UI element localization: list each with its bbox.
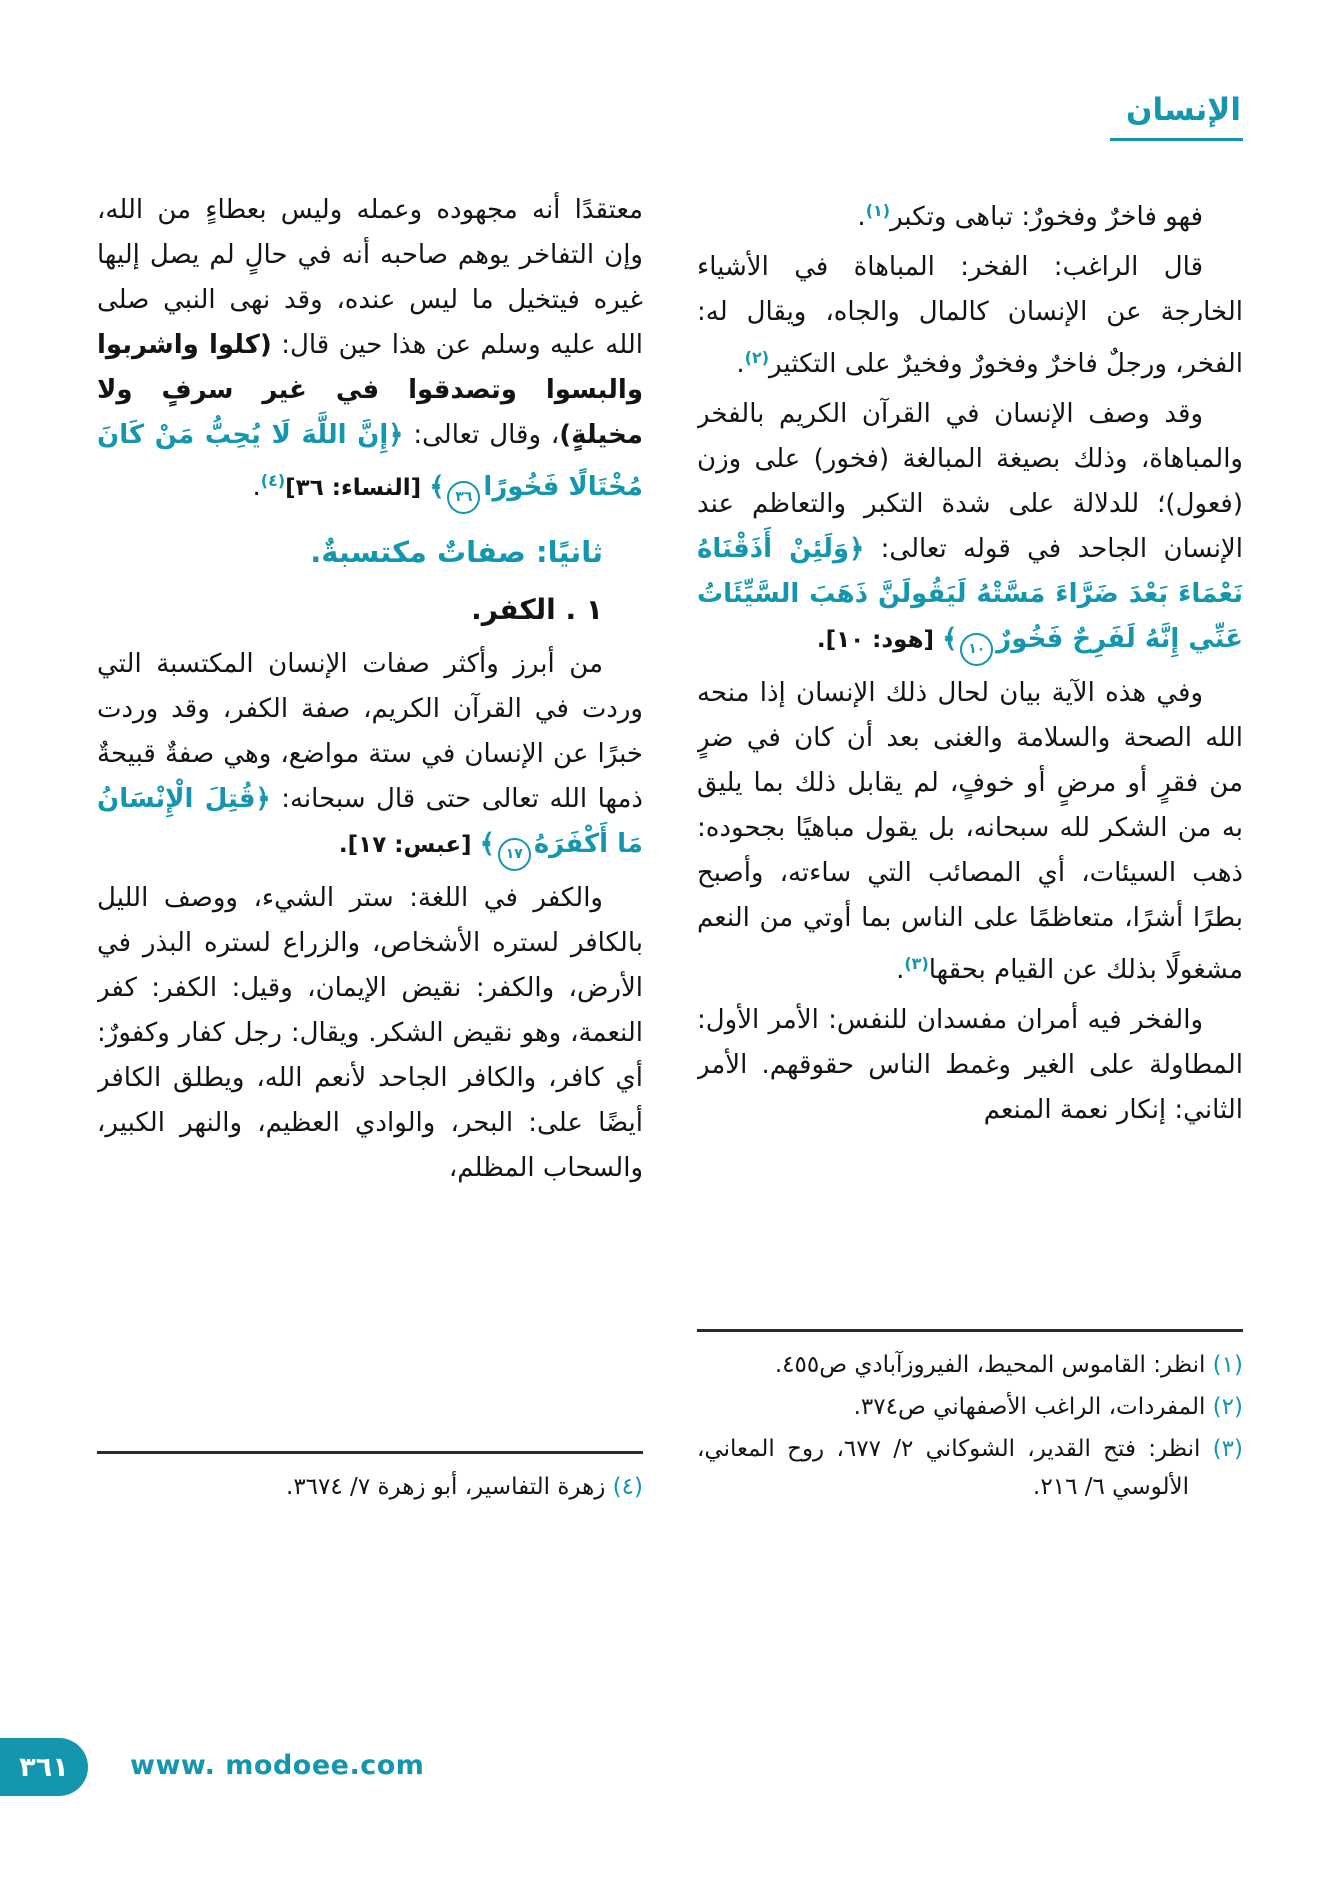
footnote-number: (١) xyxy=(1212,1352,1243,1378)
text-run: ، وقال تعالى: xyxy=(403,420,560,450)
body-paragraph xyxy=(697,245,1243,387)
body-paragraph xyxy=(697,998,1243,1133)
body-paragraph xyxy=(97,876,643,1191)
chapter-title: الإنسان xyxy=(1110,92,1243,141)
text-run: فهو فاخرٌ وفخورٌ: تباهى وتكبر xyxy=(890,202,1203,232)
body-paragraph xyxy=(697,188,1243,240)
body-paragraph xyxy=(697,671,1243,993)
quran-verse-text: ﴾ xyxy=(942,624,958,654)
body-paragraph xyxy=(97,642,643,871)
text-run: ثانيًا: صفاتٌ مكتسبةٌ. xyxy=(310,535,603,569)
quran-verse-text: ﴿وَلَئِنْ أَذَقْنَاهُ نَعْمَاءَ بَعْدَ ضَرَّاءَ مَسَّتْهُ لَيَقُولَنَّ ذَهَبَ السَّيِّئَاتُ عَنِّي إِنَّهُ لَفَرِحٌ فَخُورٌ xyxy=(697,534,1243,654)
column-right-text xyxy=(697,188,1243,1138)
footnote-marker: (٤) xyxy=(260,471,286,490)
footnote xyxy=(697,1388,1243,1426)
text-run: من أبرز وأكثر صفات الإنسان المكتسبة التي وردت في القرآن الكريم، صفة الكفر، وقد وردت خبرًا عن الإنسان في ستة مواضع، وهي صفةٌ قبيحةٌ ذمها الله تعالى حتى قال سبحانه: xyxy=(97,649,643,814)
column-right-footnotes xyxy=(697,1329,1243,1510)
quran-verse-text: ﴿قُتِلَ الْإِنْسَانُ مَا أَكْفَرَهُ xyxy=(97,784,643,859)
text-run: [عبس: ١٧]. xyxy=(338,832,480,858)
subsection-heading xyxy=(97,587,643,632)
text-run: والفخر فيه أمران مفسدان للنفس: الأمر الأول: المطاولة على الغير وغمط الناس حقوقهم. الأمر الثاني: إنكار نعمة المنعم xyxy=(697,1005,1243,1125)
text-run: المفردات، الراغب الأصفهاني ص٣٧٤. xyxy=(853,1394,1213,1420)
text-run: انظر: القاموس المحيط، الفيروزآبادي ص٤٥٥. xyxy=(774,1352,1213,1378)
text-run: والكفر في اللغة: ستر الشيء، ووصف الليل بالكافر لستره الأشخاص، والزراع لستره البذر في الأرض، والكفر: نقيض الإيمان، وقيل: الكفر: كفر النعمة، وهو نقيض الشكر. ويقال: رجل كفار وكفورٌ: أي كافر، والكافر الجاحد لأنعم الله، ويطلق الكافر أيضًا على: البحر، والوادي العظيم، والنهر الكبير، والسحاب المظلم، xyxy=(97,883,643,1183)
column-left xyxy=(97,188,643,1510)
section-heading xyxy=(97,530,643,575)
column-left-footnotes xyxy=(97,1451,643,1510)
footnote-number: (٢) xyxy=(1212,1394,1243,1420)
text-run: . xyxy=(252,472,261,502)
page-header xyxy=(1110,92,1243,141)
footnote-marker: (١) xyxy=(865,201,891,220)
footnote xyxy=(697,1430,1243,1506)
page-footer xyxy=(0,1738,1339,1802)
text-run: وقد وصف الإنسان في القرآن الكريم بالفخر والمباهاة، وذلك بصيغة المبالغة (فخور) على وزن (فعول)؛ للدلالة على شدة التكبر والتعاظم عند الإنسان الجاحد في قوله تعالى: xyxy=(697,399,1243,564)
text-run: زهرة التفاسير، أبو زهرة ٧/ ٣٦٧٤. xyxy=(286,1474,613,1500)
page-number-badge xyxy=(0,1738,88,1796)
footnote-number: (٤) xyxy=(612,1474,643,1500)
text-run: وفي هذه الآية بيان لحال ذلك الإنسان إذا منحه الله الصحة والسلامة والغنى بعد أن كان في ضرٍ من فقرٍ أو مرضٍ أو خوفٍ، لم يقابل ذلك بما يليق به من الشكر لله سبحانه، بل يقول مباهيًا بجحوده: ذهب السيئات، أي المصائب التي ساءته، وأصبح بطرًا أشرًا، متعاظمًا على الناس بما أوتي من النعم مشغولًا بذلك عن القيام بحقها xyxy=(697,678,1243,985)
text-run: [النساء: ٣٦] xyxy=(285,475,430,501)
ayah-number-ornament: ١٠ xyxy=(960,633,993,666)
text-run: انظر: فتح القدير، الشوكاني ٢/ ٦٧٧، روح المعاني، الألوسي ٦/ ٢١٦. xyxy=(697,1436,1213,1500)
text-run: ١ . الكفر. xyxy=(471,593,603,626)
quran-verse-text: ﴿إِنَّ اللَّهَ لَا يُحِبُّ مَنْ كَانَ مُخْتَالًا فَخُورًا xyxy=(97,420,643,502)
ayah-number-ornament: ١٧ xyxy=(498,838,531,871)
text-run: . xyxy=(896,955,905,985)
quran-verse-text: ﴾ xyxy=(479,829,495,859)
column-right xyxy=(697,188,1243,1510)
footnote xyxy=(697,1346,1243,1384)
ayah-number-ornament: ٣٦ xyxy=(447,481,480,514)
footnote-marker: (٢) xyxy=(744,348,770,367)
website-link[interactable]: www. modoee.com xyxy=(130,1750,425,1781)
body-paragraph xyxy=(97,188,643,514)
text-run: (كلوا واشربوا والبسوا وتصدقوا في غير سرفٍ ولا مخيلةٍ) xyxy=(97,330,643,450)
footnote-marker: (٣) xyxy=(904,954,929,973)
footnote xyxy=(97,1468,643,1506)
footnote-number: (٣) xyxy=(1212,1436,1243,1462)
column-left-text xyxy=(97,188,643,1196)
text-run: . xyxy=(857,202,866,232)
page-content xyxy=(96,188,1243,1510)
text-run: معتقدًا أنه مجهوده وعمله وليس بعطاءٍ من الله، وإن التفاخر يوهم صاحبه أنه في حالٍ لم يصل إليها غيره فيتخيل ما ليس عنده، وقد نهى النبي صلى الله عليه وسلم عن هذا حين قال: xyxy=(97,195,643,360)
text-run: قال الراغب: الفخر: المباهاة في الأشياء الخارجة عن الإنسان كالمال والجاه، ويقال له: الفخر، ورجلٌ فاخرٌ وفخورٌ وفخيرٌ على التكثير xyxy=(697,252,1243,379)
page-number: ٣٦١ xyxy=(19,1751,69,1783)
quran-verse-text: ﴾ xyxy=(429,472,445,502)
text-run: . xyxy=(736,349,745,379)
body-paragraph xyxy=(697,392,1243,666)
text-run: [هود: ١٠]. xyxy=(816,627,943,653)
